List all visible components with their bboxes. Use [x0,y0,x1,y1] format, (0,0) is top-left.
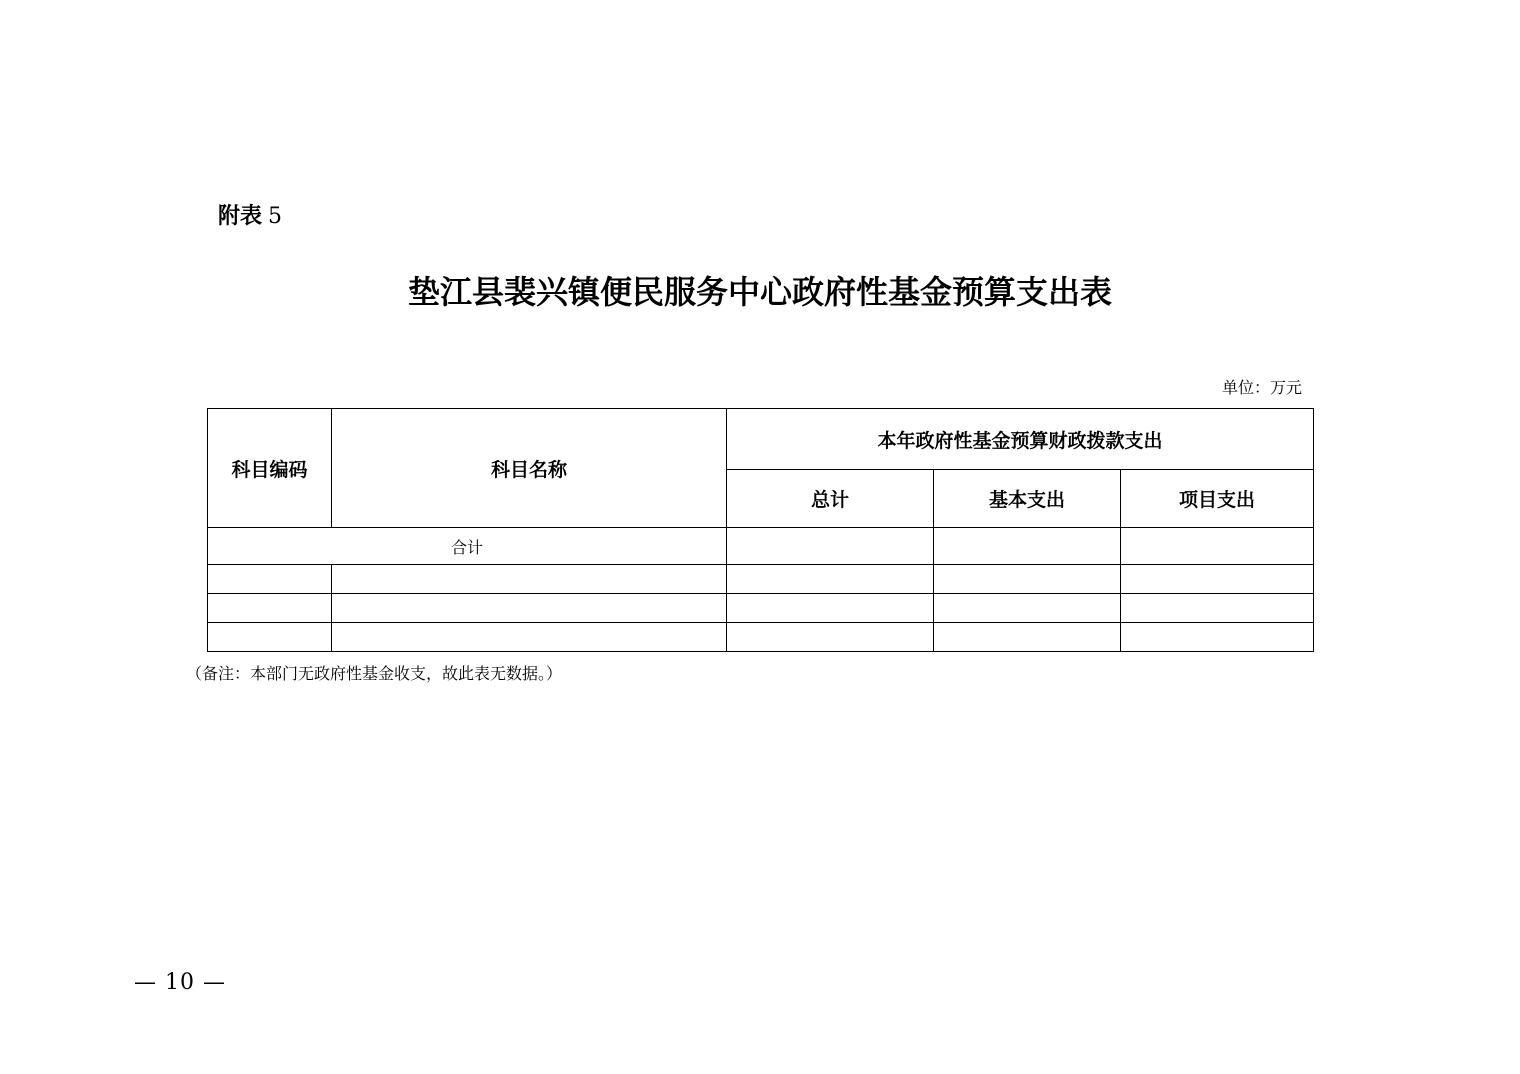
cell-code [208,565,332,594]
total-row-basic [934,528,1121,565]
total-row-total [727,528,934,565]
cell-basic [934,623,1121,652]
header-appropriation-group: 本年政府性基金预算财政拨款支出 [727,409,1314,470]
table-row [208,623,1314,652]
budget-table [207,408,1314,652]
cell-basic [934,565,1121,594]
cell-name [332,594,727,623]
cell-code [208,594,332,623]
annex-label [218,202,282,232]
cell-total [727,623,934,652]
cell-project [1121,594,1314,623]
cell-name [332,565,727,594]
header-subject-code: 科目编码 [208,409,332,528]
cell-basic [934,594,1121,623]
cell-total [727,594,934,623]
total-row-label: 合计 [208,528,727,565]
header-row-1 [208,409,1314,470]
table-row [208,594,1314,623]
total-row-project [1121,528,1314,565]
header-total: 总计 [727,470,934,528]
header-basic-expenditure: 基本支出 [934,470,1121,528]
unit-label: 单位：万元 [1221,378,1302,397]
document-title: 垫江县裴兴镇便民服务中心政府性基金预算支出表 [407,273,1112,311]
annex-label-text: 附表 [218,204,263,229]
total-row [208,528,1314,565]
cell-code [208,623,332,652]
header-project-expenditure: 项目支出 [1121,470,1314,528]
cell-name [332,623,727,652]
cell-project [1121,623,1314,652]
annex-number: 5 [268,204,283,229]
table-row [208,565,1314,594]
cell-project [1121,565,1314,594]
page-number: — 10 — [134,970,226,995]
cell-total [727,565,934,594]
header-subject-name: 科目名称 [332,409,727,528]
table-note: （备注：本部门无政府性基金收支，故此表无数据。） [186,664,563,683]
